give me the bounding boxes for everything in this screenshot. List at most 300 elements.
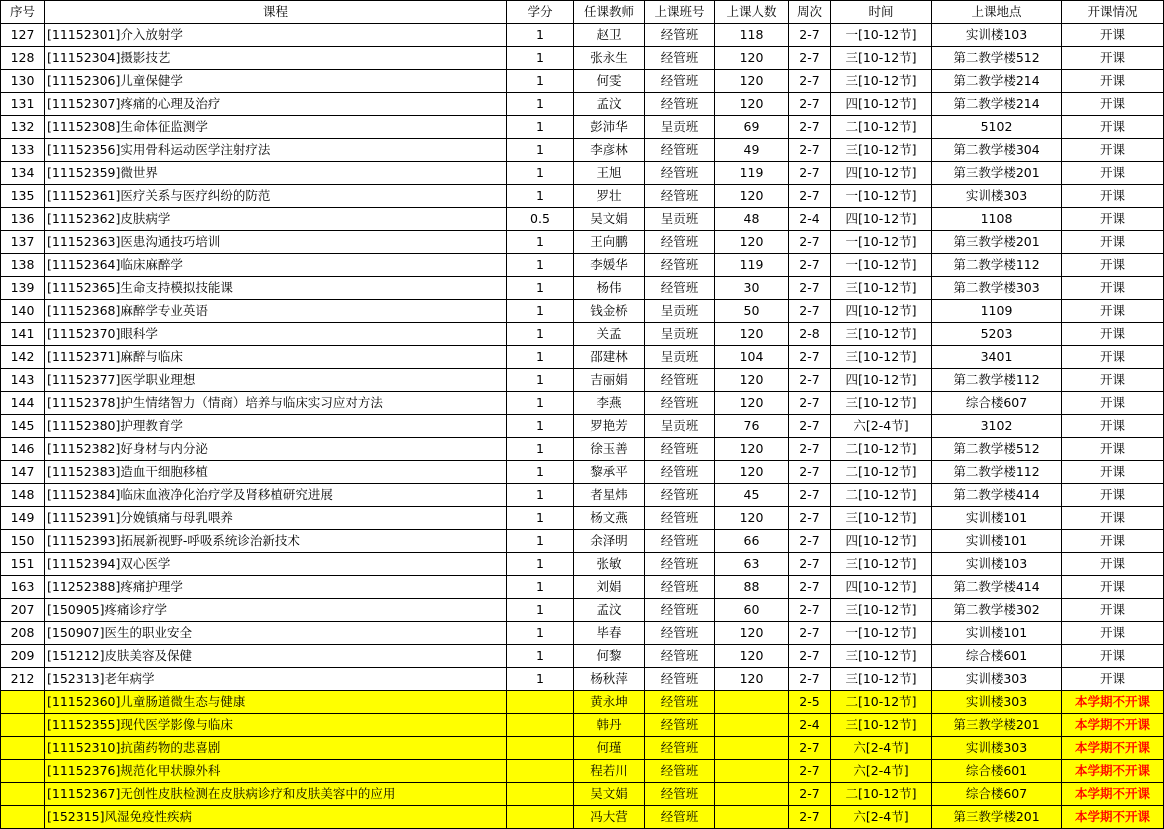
- table-row-not-offered: [1, 783, 1164, 806]
- table-row: [1, 369, 1164, 392]
- cell-no: 139: [1, 277, 45, 300]
- cell-time: 四[10-12节]: [831, 576, 932, 599]
- cell-status: 开课: [1062, 277, 1164, 300]
- cell-no: 151: [1, 553, 45, 576]
- cell-teacher: 张永生: [574, 47, 645, 70]
- cell-place: 第二教学楼414: [932, 576, 1062, 599]
- cell-place: 第二教学楼214: [932, 93, 1062, 116]
- cell-course: [11152304]摄影技艺: [45, 47, 507, 70]
- table-row: [1, 599, 1164, 622]
- header-class: 上课班号: [645, 1, 715, 24]
- cell-time: 三[10-12节]: [831, 392, 932, 415]
- cell-status: 开课: [1062, 300, 1164, 323]
- cell-count: 120: [715, 323, 789, 346]
- cell-place: 第三教学楼201: [932, 231, 1062, 254]
- cell-place: 1109: [932, 300, 1062, 323]
- cell-time: 四[10-12节]: [831, 300, 932, 323]
- cell-count: 120: [715, 93, 789, 116]
- cell-weeks: 2-5: [789, 691, 831, 714]
- cell-status: 开课: [1062, 24, 1164, 47]
- cell-credit: 1: [507, 277, 574, 300]
- cell-no: 147: [1, 461, 45, 484]
- cell-count: [715, 760, 789, 783]
- cell-course: [11152380]护理教育学: [45, 415, 507, 438]
- cell-teacher: 赵卫: [574, 24, 645, 47]
- cell-class: 经管班: [645, 461, 715, 484]
- cell-teacher: 关孟: [574, 323, 645, 346]
- cell-credit: 1: [507, 323, 574, 346]
- cell-credit: 1: [507, 93, 574, 116]
- cell-no: 150: [1, 530, 45, 553]
- cell-status: 开课: [1062, 139, 1164, 162]
- cell-count: 60: [715, 599, 789, 622]
- cell-place: 3401: [932, 346, 1062, 369]
- cell-count: 76: [715, 415, 789, 438]
- cell-course: [11152355]现代医学影像与临床: [45, 714, 507, 737]
- cell-no: 212: [1, 668, 45, 691]
- cell-credit: 1: [507, 392, 574, 415]
- cell-status: 开课: [1062, 93, 1164, 116]
- cell-count: 120: [715, 622, 789, 645]
- cell-class: 经管班: [645, 277, 715, 300]
- cell-course: [11152365]生命支持模拟技能课: [45, 277, 507, 300]
- cell-place: 实训楼103: [932, 553, 1062, 576]
- cell-class: 经管班: [645, 185, 715, 208]
- table-row: [1, 139, 1164, 162]
- cell-count: 120: [715, 507, 789, 530]
- cell-place: 1108: [932, 208, 1062, 231]
- cell-credit: 1: [507, 346, 574, 369]
- cell-course: [11152360]儿童肠道微生态与健康: [45, 691, 507, 714]
- cell-time: 四[10-12节]: [831, 93, 932, 116]
- cell-teacher: 吉丽娟: [574, 369, 645, 392]
- cell-teacher: 黎承平: [574, 461, 645, 484]
- cell-place: 第二教学楼112: [932, 369, 1062, 392]
- cell-course: [11152367]无创性皮肤检测在皮肤病诊疗和皮肤美容中的应用: [45, 783, 507, 806]
- table-row: [1, 645, 1164, 668]
- cell-weeks: 2-7: [789, 346, 831, 369]
- table-row: [1, 461, 1164, 484]
- cell-course: [11152368]麻醉学专业英语: [45, 300, 507, 323]
- cell-place: 综合楼601: [932, 645, 1062, 668]
- cell-status: 本学期不开课: [1062, 760, 1164, 783]
- table-row-not-offered: [1, 737, 1164, 760]
- cell-status: 开课: [1062, 576, 1164, 599]
- table-row-not-offered: [1, 714, 1164, 737]
- cell-count: [715, 737, 789, 760]
- cell-teacher: 冯大营: [574, 806, 645, 829]
- cell-time: 四[10-12节]: [831, 162, 932, 185]
- cell-count: 30: [715, 277, 789, 300]
- cell-teacher: 邵建林: [574, 346, 645, 369]
- cell-weeks: 2-7: [789, 530, 831, 553]
- cell-status: 开课: [1062, 461, 1164, 484]
- cell-time: 三[10-12节]: [831, 277, 932, 300]
- cell-weeks: 2-7: [789, 553, 831, 576]
- cell-time: 三[10-12节]: [831, 47, 932, 70]
- cell-credit: [507, 714, 574, 737]
- cell-course: [11152306]儿童保健学: [45, 70, 507, 93]
- cell-weeks: 2-7: [789, 622, 831, 645]
- cell-weeks: 2-7: [789, 139, 831, 162]
- header-weeks: 周次: [789, 1, 831, 24]
- cell-count: 120: [715, 438, 789, 461]
- table-row: [1, 415, 1164, 438]
- cell-teacher: 何黎: [574, 645, 645, 668]
- cell-no: 134: [1, 162, 45, 185]
- header-status: 开课情况: [1062, 1, 1164, 24]
- cell-status: 开课: [1062, 668, 1164, 691]
- cell-credit: 1: [507, 369, 574, 392]
- cell-weeks: 2-7: [789, 231, 831, 254]
- cell-status: 开课: [1062, 231, 1164, 254]
- cell-place: 第二教学楼302: [932, 599, 1062, 622]
- cell-credit: 1: [507, 300, 574, 323]
- cell-credit: 1: [507, 576, 574, 599]
- cell-status: 开课: [1062, 484, 1164, 507]
- cell-credit: 1: [507, 507, 574, 530]
- cell-no: 144: [1, 392, 45, 415]
- table-row: [1, 24, 1164, 47]
- cell-class: 经管班: [645, 553, 715, 576]
- table-row: [1, 438, 1164, 461]
- cell-teacher: 杨秋萍: [574, 668, 645, 691]
- cell-credit: 1: [507, 162, 574, 185]
- cell-no: 149: [1, 507, 45, 530]
- cell-course: [11152394]双心医学: [45, 553, 507, 576]
- cell-time: 三[10-12节]: [831, 70, 932, 93]
- cell-place: 实训楼303: [932, 691, 1062, 714]
- cell-time: 一[10-12节]: [831, 185, 932, 208]
- cell-course: [152315]风湿免疫性疾病: [45, 806, 507, 829]
- cell-teacher: 刘娟: [574, 576, 645, 599]
- cell-teacher: 罗壮: [574, 185, 645, 208]
- cell-count: 120: [715, 70, 789, 93]
- cell-place: 第三教学楼201: [932, 806, 1062, 829]
- cell-place: 实训楼303: [932, 668, 1062, 691]
- cell-course: [11152364]临床麻醉学: [45, 254, 507, 277]
- cell-class: 经管班: [645, 70, 715, 93]
- cell-teacher: 张敏: [574, 553, 645, 576]
- cell-place: 综合楼607: [932, 392, 1062, 415]
- cell-course: [11152391]分娩镇痛与母乳喂养: [45, 507, 507, 530]
- header-count: 上课人数: [715, 1, 789, 24]
- cell-no: [1, 737, 45, 760]
- cell-course: [11152308]生命体征监测学: [45, 116, 507, 139]
- cell-place: 实训楼303: [932, 185, 1062, 208]
- cell-place: 第二教学楼512: [932, 438, 1062, 461]
- cell-place: 实训楼303: [932, 737, 1062, 760]
- table-row: [1, 346, 1164, 369]
- cell-class: 经管班: [645, 737, 715, 760]
- cell-credit: 1: [507, 484, 574, 507]
- cell-credit: [507, 806, 574, 829]
- cell-weeks: 2-7: [789, 277, 831, 300]
- cell-class: 经管班: [645, 783, 715, 806]
- cell-time: 三[10-12节]: [831, 645, 932, 668]
- header-place: 上课地点: [932, 1, 1062, 24]
- header-credit: 学分: [507, 1, 574, 24]
- cell-no: 141: [1, 323, 45, 346]
- cell-status: 开课: [1062, 208, 1164, 231]
- table-row: [1, 116, 1164, 139]
- cell-course: [11152383]造血干细胞移植: [45, 461, 507, 484]
- cell-weeks: 2-7: [789, 70, 831, 93]
- cell-no: 140: [1, 300, 45, 323]
- cell-course: [11152301]介入放射学: [45, 24, 507, 47]
- cell-time: 一[10-12节]: [831, 622, 932, 645]
- cell-class: 经管班: [645, 254, 715, 277]
- table-row: [1, 507, 1164, 530]
- cell-count: 69: [715, 116, 789, 139]
- cell-place: 实训楼103: [932, 24, 1062, 47]
- cell-credit: [507, 760, 574, 783]
- cell-no: [1, 806, 45, 829]
- cell-weeks: 2-7: [789, 369, 831, 392]
- cell-status: 开课: [1062, 415, 1164, 438]
- cell-teacher: 韩丹: [574, 714, 645, 737]
- header-time: 时间: [831, 1, 932, 24]
- cell-count: 120: [715, 369, 789, 392]
- header-no: 序号: [1, 1, 45, 24]
- cell-course: [151212]皮肤美容及保健: [45, 645, 507, 668]
- cell-teacher: 罗艳芳: [574, 415, 645, 438]
- cell-place: 第二教学楼304: [932, 139, 1062, 162]
- cell-weeks: 2-7: [789, 438, 831, 461]
- cell-class: 经管班: [645, 714, 715, 737]
- cell-weeks: 2-7: [789, 461, 831, 484]
- cell-teacher: 李彦林: [574, 139, 645, 162]
- cell-credit: 1: [507, 231, 574, 254]
- cell-credit: 1: [507, 530, 574, 553]
- cell-count: 50: [715, 300, 789, 323]
- cell-count: [715, 783, 789, 806]
- cell-status: 开课: [1062, 645, 1164, 668]
- cell-time: 一[10-12节]: [831, 254, 932, 277]
- cell-count: 120: [715, 645, 789, 668]
- cell-no: [1, 714, 45, 737]
- cell-course: [11152393]拓展新视野-呼吸系统诊治新技术: [45, 530, 507, 553]
- cell-no: 132: [1, 116, 45, 139]
- cell-time: 三[10-12节]: [831, 139, 932, 162]
- cell-weeks: 2-7: [789, 783, 831, 806]
- cell-no: [1, 691, 45, 714]
- cell-count: 120: [715, 668, 789, 691]
- cell-no: 131: [1, 93, 45, 116]
- cell-teacher: 杨伟: [574, 277, 645, 300]
- cell-count: 119: [715, 254, 789, 277]
- table-row: [1, 553, 1164, 576]
- cell-no: 146: [1, 438, 45, 461]
- cell-teacher: 孟汶: [574, 599, 645, 622]
- cell-count: 120: [715, 185, 789, 208]
- cell-credit: [507, 737, 574, 760]
- cell-no: 209: [1, 645, 45, 668]
- cell-no: 130: [1, 70, 45, 93]
- cell-no: 128: [1, 47, 45, 70]
- cell-count: 88: [715, 576, 789, 599]
- cell-weeks: 2-7: [789, 254, 831, 277]
- cell-place: 3102: [932, 415, 1062, 438]
- cell-course: [152313]老年病学: [45, 668, 507, 691]
- cell-place: 5203: [932, 323, 1062, 346]
- cell-weeks: 2-7: [789, 162, 831, 185]
- cell-count: 120: [715, 231, 789, 254]
- cell-time: 三[10-12节]: [831, 346, 932, 369]
- cell-class: 经管班: [645, 438, 715, 461]
- cell-status: 开课: [1062, 346, 1164, 369]
- cell-place: 实训楼101: [932, 622, 1062, 645]
- cell-no: 142: [1, 346, 45, 369]
- cell-weeks: 2-7: [789, 93, 831, 116]
- cell-no: 136: [1, 208, 45, 231]
- cell-teacher: 杨文燕: [574, 507, 645, 530]
- cell-class: 经管班: [645, 392, 715, 415]
- cell-teacher: 王向鹏: [574, 231, 645, 254]
- cell-credit: 1: [507, 47, 574, 70]
- cell-time: 三[10-12节]: [831, 553, 932, 576]
- cell-teacher: 吴文娟: [574, 783, 645, 806]
- table-row: [1, 231, 1164, 254]
- cell-place: 实训楼101: [932, 507, 1062, 530]
- header-teacher: 任课教师: [574, 1, 645, 24]
- cell-weeks: 2-7: [789, 185, 831, 208]
- cell-class: 经管班: [645, 369, 715, 392]
- cell-time: 四[10-12节]: [831, 369, 932, 392]
- cell-credit: [507, 783, 574, 806]
- cell-weeks: 2-7: [789, 806, 831, 829]
- header-row: [1, 1, 1164, 24]
- cell-course: [11152363]医患沟通技巧培训: [45, 231, 507, 254]
- cell-teacher: 程若川: [574, 760, 645, 783]
- cell-weeks: 2-7: [789, 392, 831, 415]
- cell-count: [715, 714, 789, 737]
- table-row: [1, 576, 1164, 599]
- cell-teacher: 毕春: [574, 622, 645, 645]
- table-row: [1, 323, 1164, 346]
- cell-time: 二[10-12节]: [831, 116, 932, 139]
- cell-weeks: 2-4: [789, 714, 831, 737]
- cell-place: 第三教学楼201: [932, 162, 1062, 185]
- cell-status: 本学期不开课: [1062, 737, 1164, 760]
- cell-count: [715, 806, 789, 829]
- cell-course: [11152356]实用骨科运动医学注射疗法: [45, 139, 507, 162]
- cell-class: 呈贡班: [645, 415, 715, 438]
- cell-class: 经管班: [645, 231, 715, 254]
- table-row: [1, 47, 1164, 70]
- cell-time: 六[2-4节]: [831, 806, 932, 829]
- cell-weeks: 2-7: [789, 760, 831, 783]
- table-row: [1, 254, 1164, 277]
- cell-place: 第二教学楼303: [932, 277, 1062, 300]
- cell-time: 二[10-12节]: [831, 783, 932, 806]
- cell-status: 本学期不开课: [1062, 714, 1164, 737]
- cell-class: 经管班: [645, 530, 715, 553]
- cell-status: 开课: [1062, 599, 1164, 622]
- cell-credit: 1: [507, 553, 574, 576]
- cell-count: [715, 691, 789, 714]
- cell-course: [11152382]好身材与内分泌: [45, 438, 507, 461]
- cell-time: 二[10-12节]: [831, 484, 932, 507]
- cell-count: 120: [715, 392, 789, 415]
- table-row-not-offered: [1, 691, 1164, 714]
- cell-teacher: 者星炜: [574, 484, 645, 507]
- cell-weeks: 2-7: [789, 507, 831, 530]
- cell-count: 49: [715, 139, 789, 162]
- cell-weeks: 2-7: [789, 116, 831, 139]
- cell-status: 开课: [1062, 530, 1164, 553]
- cell-status: 本学期不开课: [1062, 691, 1164, 714]
- cell-class: 呈贡班: [645, 346, 715, 369]
- cell-teacher: 何瑾: [574, 737, 645, 760]
- cell-status: 本学期不开课: [1062, 806, 1164, 829]
- cell-status: 开课: [1062, 185, 1164, 208]
- cell-time: 二[10-12节]: [831, 438, 932, 461]
- cell-count: 119: [715, 162, 789, 185]
- cell-weeks: 2-7: [789, 668, 831, 691]
- cell-teacher: 王旭: [574, 162, 645, 185]
- cell-class: 经管班: [645, 484, 715, 507]
- cell-status: 开课: [1062, 70, 1164, 93]
- cell-class: 经管班: [645, 93, 715, 116]
- table-row: [1, 93, 1164, 116]
- cell-status: 开课: [1062, 507, 1164, 530]
- cell-class: 经管班: [645, 622, 715, 645]
- cell-place: 第二教学楼214: [932, 70, 1062, 93]
- cell-place: 第二教学楼414: [932, 484, 1062, 507]
- cell-time: 四[10-12节]: [831, 530, 932, 553]
- cell-no: 137: [1, 231, 45, 254]
- cell-weeks: 2-4: [789, 208, 831, 231]
- cell-time: 一[10-12节]: [831, 24, 932, 47]
- cell-class: 经管班: [645, 645, 715, 668]
- cell-credit: [507, 691, 574, 714]
- cell-status: 开课: [1062, 622, 1164, 645]
- cell-class: 经管班: [645, 24, 715, 47]
- cell-class: 经管班: [645, 691, 715, 714]
- cell-weeks: 2-8: [789, 323, 831, 346]
- cell-time: 六[2-4节]: [831, 415, 932, 438]
- cell-time: 三[10-12节]: [831, 323, 932, 346]
- cell-status: 开课: [1062, 116, 1164, 139]
- cell-time: 二[10-12节]: [831, 461, 932, 484]
- cell-class: 经管班: [645, 668, 715, 691]
- cell-class: 经管班: [645, 162, 715, 185]
- cell-credit: 1: [507, 668, 574, 691]
- cell-credit: 1: [507, 254, 574, 277]
- cell-no: 133: [1, 139, 45, 162]
- table-row: [1, 208, 1164, 231]
- cell-place: 第二教学楼112: [932, 254, 1062, 277]
- cell-status: 开课: [1062, 553, 1164, 576]
- cell-place: 第二教学楼112: [932, 461, 1062, 484]
- cell-status: 开课: [1062, 323, 1164, 346]
- cell-credit: 1: [507, 438, 574, 461]
- table-row: [1, 162, 1164, 185]
- cell-teacher: 孟汶: [574, 93, 645, 116]
- cell-no: [1, 783, 45, 806]
- cell-teacher: 余泽明: [574, 530, 645, 553]
- cell-credit: 1: [507, 415, 574, 438]
- cell-teacher: 何雯: [574, 70, 645, 93]
- cell-course: [11152378]护生情绪智力（情商）培养与临床实习应对方法: [45, 392, 507, 415]
- cell-teacher: 李媛华: [574, 254, 645, 277]
- cell-no: 138: [1, 254, 45, 277]
- cell-course: [11152376]规范化甲状腺外科: [45, 760, 507, 783]
- cell-no: 135: [1, 185, 45, 208]
- cell-course: [11152362]皮肤病学: [45, 208, 507, 231]
- cell-weeks: 2-7: [789, 484, 831, 507]
